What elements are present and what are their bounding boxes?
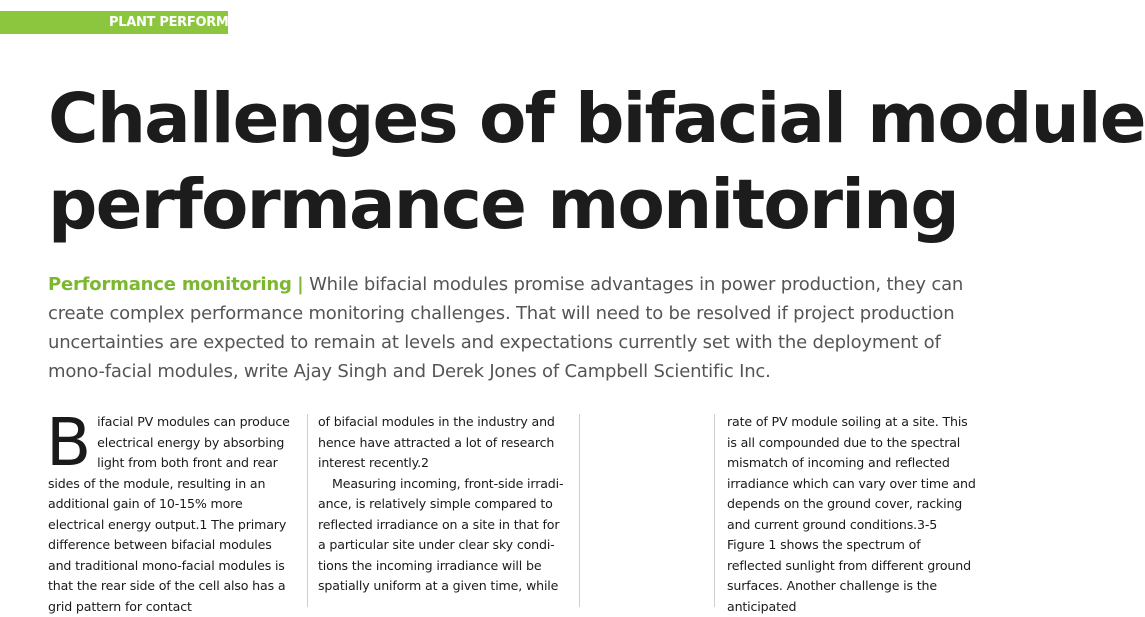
section-tag: PLANT PERFORMANCE — [0, 11, 228, 34]
paragraph: rate of PV module soiling at a site. This is all compounded due to the spectral mismatch of incoming and reflected irradiance which can vary over time and depends on the ground cover, racking and current ground conditions.3-5 Figure 1 shows the spectrum of reflected sunlight from different ground surfaces. Another challenge is the anticipated — [727, 414, 976, 614]
body-column-1 — [46, 404, 294, 617]
body-column-2 — [318, 412, 566, 597]
drop-cap: B — [46, 404, 92, 481]
standfirst-lead: Performance monitoring — [48, 274, 292, 295]
column-divider — [714, 414, 715, 607]
column-divider — [307, 414, 308, 607]
standfirst-separator: | — [297, 274, 304, 295]
paragraph: of bifacial modules in the industry and hence have attracted a lot of research interest recently.2 — [318, 414, 555, 470]
headline — [48, 76, 1145, 248]
headline-line-2: performance monitoring — [48, 165, 959, 245]
body-column-4 — [727, 412, 977, 617]
paragraph-text: ifacial PV modules can produce electrical energy by absorbing light from both front and rear sides of the module, resulting in an additional gain of 10-15% more electrical energy output.1 The primary difference between bifacial modules and traditional mono-facial modules is that the rear side of the cell also has a grid pattern for contact — [48, 414, 290, 614]
body-columns — [0, 404, 1024, 614]
column-divider — [579, 414, 580, 607]
paragraph — [46, 404, 294, 617]
standfirst — [48, 270, 998, 386]
paragraph: Measuring incoming, front-side irradi-ance, is relatively simple compared to reflected irradiance on a site in that for a particular site under clear sky condi-tions the incoming irradiance will be spatially uniform at a given time, while — [318, 475, 564, 593]
standfirst-text: While bifacial modules promise advantages in power production, they can create complex performance monitoring challenges. That will need to be resolved if project production uncertainties are expected to remain at levels and expectations currently set with the deployment of mono-facial modules, write Ajay Singh and Derek Jones of Campbell Scientific Inc. — [48, 274, 964, 382]
headline-line-1: Challenges of bifacial module — [48, 79, 1145, 159]
